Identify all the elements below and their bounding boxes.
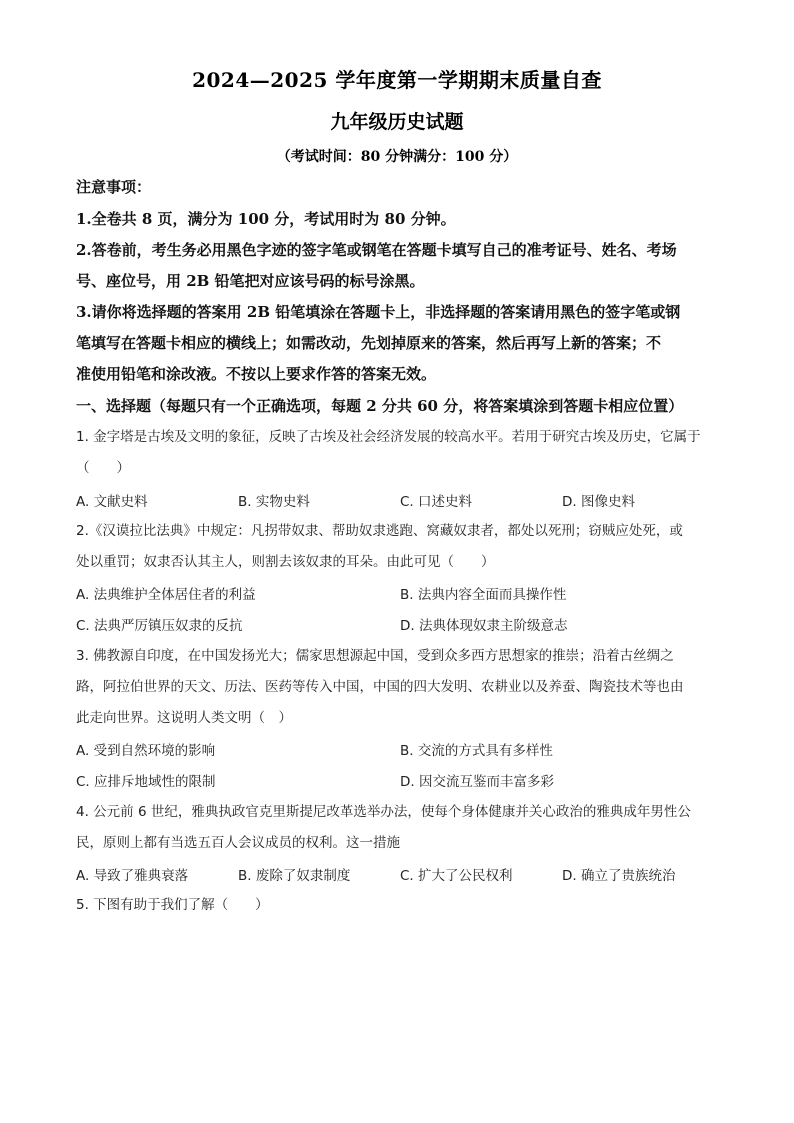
question-2-text: 处以重罚；奴隶否认其主人，则割去该奴隶的耳朵。由此可见（ ） (76, 554, 495, 570)
question-5-text: 5. 下图有助于我们了解（ ） (76, 897, 269, 913)
notice-line: 3.请你将选择题的答案用 2B 铅笔填涂在答题卡上，非选择题的答案请用黑色的签字笔或钢 (76, 303, 681, 321)
question-2-option-c[interactable]: C. 法典严厉镇压奴隶的反抗 (76, 618, 243, 634)
question-4-text: 民，原则上都有当选五百人会议成员的权利。这一措施 (76, 835, 400, 851)
question-1-option-a[interactable]: A. 文献史料 (76, 494, 148, 510)
question-1-option-d[interactable]: D. 图像史料 (562, 494, 635, 510)
question-3-option-b[interactable]: B. 交流的方式具有多样性 (400, 743, 553, 759)
section-heading: 一、选择题（每题只有一个正确选项，每题 2 分共 60 分，将答案填涂到答题卡相应位置） (76, 397, 684, 415)
question-3-option-d[interactable]: D. 因交流互鉴而丰富多彩 (400, 774, 554, 790)
exam-info: （考试时间：80 分钟满分：100 分） (276, 149, 518, 165)
notice-line: 2.答卷前，考生务必用黑色字迹的签字笔或钢笔在答题卡填写自己的准考证号、姓名、考场 (76, 241, 677, 259)
question-2-text: 2.《汉谟拉比法典》中规定：凡拐带奴隶、帮助奴隶逃跑、窝藏奴隶者，都处以死刑；窃贼应处死，或 (76, 523, 683, 539)
question-3-option-c[interactable]: C. 应排斥地域性的限制 (76, 774, 216, 790)
question-4-option-a[interactable]: A. 导致了雅典衰落 (76, 868, 189, 884)
notice-heading: 注意事项： (76, 178, 152, 196)
exam-subtitle: 九年级历史试题 (330, 111, 464, 133)
question-1-option-c[interactable]: C. 口述史料 (400, 494, 473, 510)
question-2-option-a[interactable]: A. 法典维护全体居住者的利益 (76, 587, 256, 603)
notice-line: 1.全卷共 8 页，满分为 100 分，考试用时为 80 分钟。 (76, 210, 456, 228)
exam-title: 2024—2025 学年度第一学期期末质量自查 (192, 68, 602, 92)
question-3-option-a[interactable]: A. 受到自然环境的影响 (76, 743, 216, 759)
question-3-text: 此走向世界。这说明人类文明（ ） (76, 710, 292, 726)
question-3-text: 路，阿拉伯世界的天文、历法、医药等传入中国，中国的四大发明、农耕业以及养蚕、陶瓷技术等也由 (76, 679, 684, 695)
question-3-text: 3. 佛教源自印度，在中国发扬光大；儒家思想源起中国，受到众多西方思想家的推崇；沿着古丝绸之 (76, 648, 674, 664)
question-4-text: 4. 公元前 6 世纪，雅典执政官克里斯提尼改革选举办法，使每个身体健康并关心政治的雅典成年男性公 (76, 804, 691, 820)
question-4-option-b[interactable]: B. 废除了奴隶制度 (238, 868, 351, 884)
question-1-text: （ ） (76, 460, 130, 476)
notice-line: 号、座位号，用 2B 铅笔把对应该号码的标号涂黑。 (76, 272, 425, 290)
question-4-option-c[interactable]: C. 扩大了公民权利 (400, 868, 513, 884)
question-2-option-b[interactable]: B. 法典内容全面而具操作性 (400, 587, 567, 603)
question-4-option-d[interactable]: D. 确立了贵族统治 (562, 868, 676, 884)
question-1-option-b[interactable]: B. 实物史料 (238, 494, 310, 510)
notice-line: 准使用铅笔和涂改液。不按以上要求作答的答案无效。 (76, 365, 437, 383)
notice-line: 笔填写在答题卡相应的横线上；如需改动，先划掉原来的答案，然后再写上新的答案；不 (76, 334, 662, 352)
question-1-text: 1. 金字塔是古埃及文明的象征，反映了古埃及社会经济发展的较高水平。若用于研究古埃及历史，它属于 (76, 429, 701, 445)
question-2-option-d[interactable]: D. 法典体现奴隶主阶级意志 (400, 618, 568, 634)
